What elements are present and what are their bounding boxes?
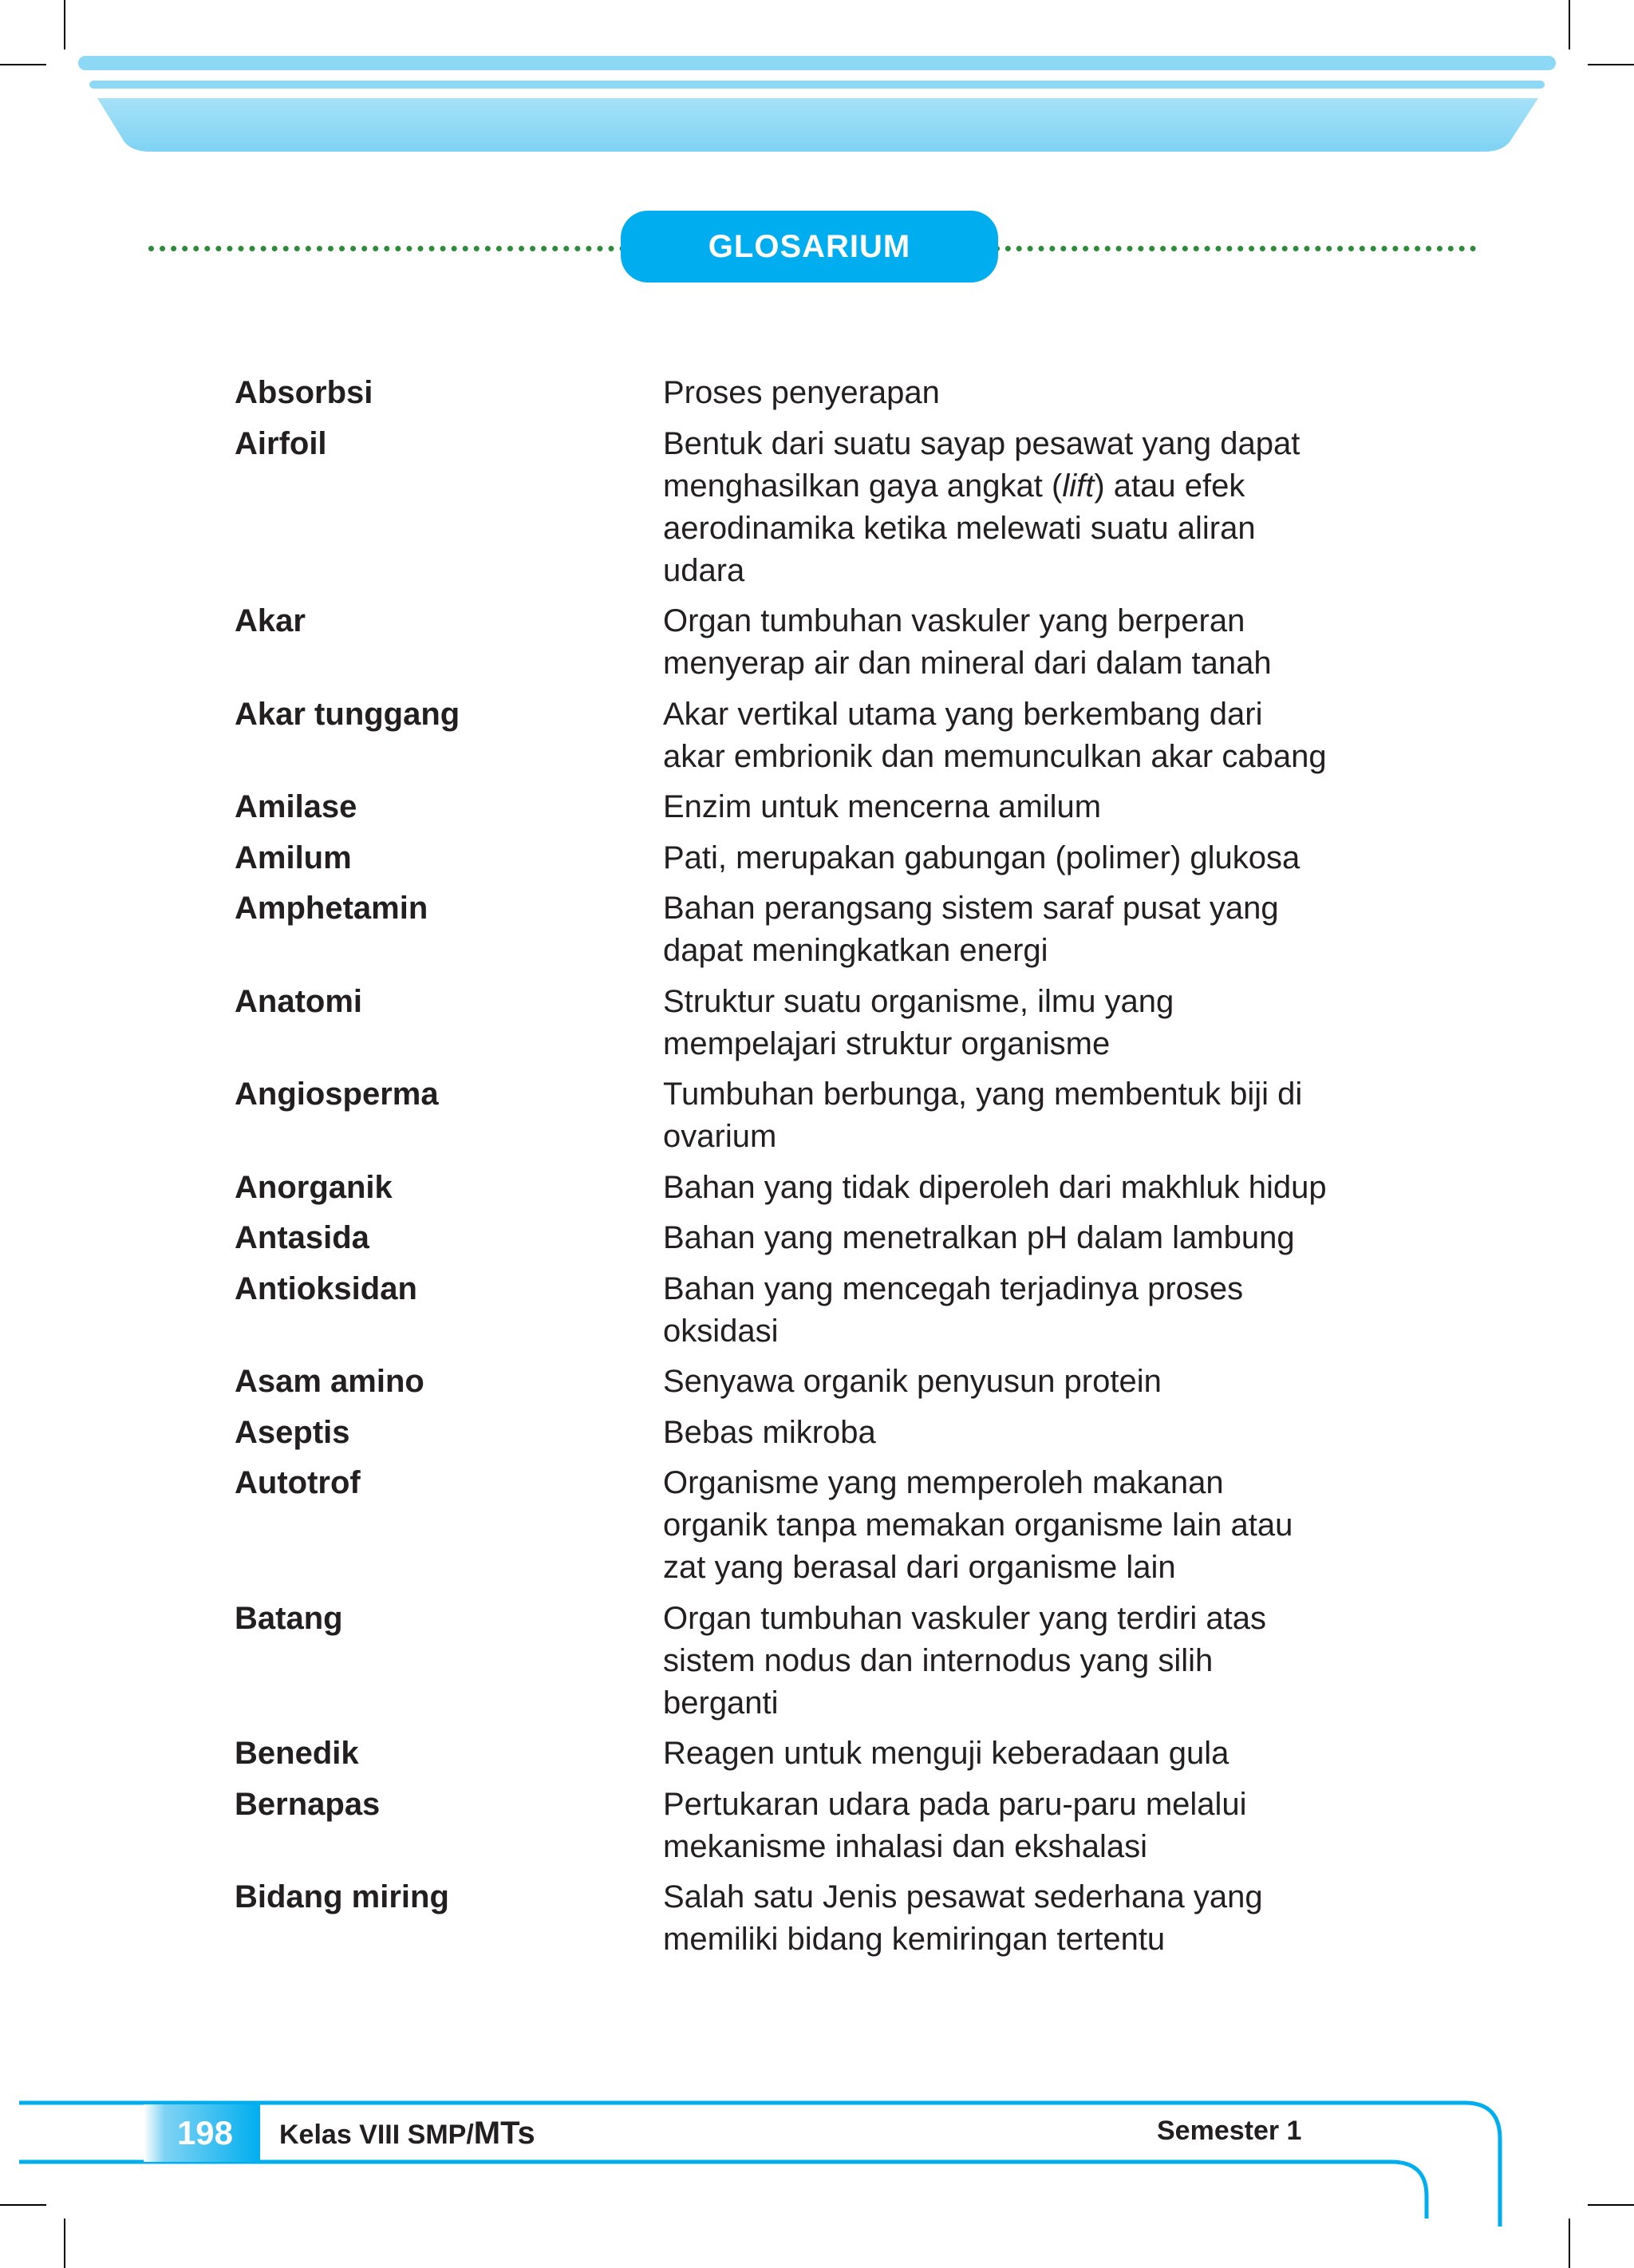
glossary-definition <box>663 372 1399 414</box>
definition-text: Akar vertikal utama yang berkembang dari akar embrionik dan memunculkan akar cabang <box>663 696 1327 774</box>
glossary-definition <box>663 1268 1399 1353</box>
definition-text: Bahan yang tidak diperoleh dari makhluk hidup <box>663 1169 1327 1205</box>
page-title: GLOSARIUM <box>621 211 998 283</box>
definition-text: Organ tumbuhan vaskuler yang berperan menyerap air dan mineral dari dalam tanah <box>663 603 1272 681</box>
glossary-entry <box>235 423 1399 592</box>
glossary-entry <box>235 372 1399 414</box>
glossary-entry <box>235 1073 1399 1158</box>
glossary-term: Bernapas <box>235 1786 381 1822</box>
glossary-term: Autotrof <box>235 1465 361 1500</box>
definition-text: Bahan yang menetralkan pH dalam lambung <box>663 1220 1295 1255</box>
definition-text: Bentuk dari suatu sayap pesawat yang dapat menghasilkan gaya angkat ( <box>663 425 1300 504</box>
definition-text: Bahan perangsang sistem saraf pusat yang dapat meningkatkan energi <box>663 891 1279 968</box>
definition-text: Bahan yang mencegah terjadinya proses oksidasi <box>663 1270 1244 1349</box>
header-band <box>0 0 1634 160</box>
glossary-definition <box>663 1733 1399 1775</box>
footer-semester: Semester 1 <box>1157 2116 1302 2146</box>
glossary-term: Akar <box>235 603 306 638</box>
glossary-entry <box>235 1462 1399 1589</box>
glossary-entry <box>235 1598 1399 1725</box>
glossary-term: Absorbsi <box>235 375 373 410</box>
definition-text: Senyawa organik penyusun protein <box>663 1364 1162 1399</box>
glossary-entry <box>235 1876 1399 1961</box>
glossary-entry <box>235 1784 1399 1868</box>
glossary-entry <box>235 1361 1399 1403</box>
glossary-definition <box>663 423 1399 592</box>
definition-text: Enzim untuk mencerna amilum <box>663 789 1102 824</box>
glossary-term: Amilase <box>235 789 357 824</box>
glossary-definition <box>663 1876 1399 1961</box>
dotted-rule-right <box>994 246 1476 251</box>
glossary-term: Angiosperma <box>235 1077 439 1112</box>
definition-text: Tumbuhan berbunga, yang membentuk biji di ovarium <box>663 1077 1303 1154</box>
glossary-definition <box>663 837 1399 879</box>
glossary-term: Antioksidan <box>235 1270 417 1306</box>
glossary-list <box>235 372 1399 1970</box>
glossary-term: Aseptis <box>235 1414 350 1450</box>
glossary-term: Amilum <box>235 840 352 875</box>
glossary-definition <box>663 1361 1399 1403</box>
glossary-term: Antasida <box>235 1220 369 1255</box>
glossary-term: Anatomi <box>235 983 362 1019</box>
glossary-definition <box>663 693 1399 778</box>
glossary-entry <box>235 1412 1399 1454</box>
glossary-title-row <box>144 209 1484 286</box>
glossary-definition <box>663 600 1399 685</box>
glossary-entry <box>235 1733 1399 1775</box>
dotted-rule-left <box>148 246 626 251</box>
definition-text: Proses penyerapan <box>663 375 940 410</box>
glossary-entry <box>235 1217 1399 1259</box>
glossary-definition <box>663 1217 1399 1259</box>
footer-class-text-mts: MTs <box>473 2116 535 2151</box>
glossary-entry <box>235 1167 1399 1209</box>
glossary-definition <box>663 1598 1399 1725</box>
footer-class-text: Kelas VIII SMP/ <box>279 2120 474 2150</box>
glossary-definition <box>663 1462 1399 1589</box>
footer-class-label <box>279 2116 535 2151</box>
glossary-definition <box>663 786 1399 828</box>
glossary-term: Akar tunggang <box>235 696 460 732</box>
definition-text: ) atau efek aerodinamika ketika melewati suatu aliran udara <box>663 468 1256 588</box>
definition-italic-term: lift <box>1062 468 1095 504</box>
glossary-term: Asam amino <box>235 1364 424 1399</box>
glossary-entry <box>235 887 1399 972</box>
glossary-entry <box>235 837 1399 879</box>
glossary-definition <box>663 887 1399 972</box>
glossary-entry <box>235 600 1399 685</box>
glossary-definition <box>663 1073 1399 1158</box>
glossary-term: Bidang miring <box>235 1879 449 1914</box>
definition-text: Pati, merupakan gabungan (polimer) glukosa <box>663 840 1300 875</box>
definition-text: Reagen untuk menguji keberadaan gula <box>663 1736 1229 1771</box>
glossary-entry <box>235 1268 1399 1353</box>
glossary-term: Batang <box>235 1600 343 1636</box>
definition-text: Organisme yang memperoleh makanan organik tanpa memakan organisme lain atau zat yang berasal dari organisme lain <box>663 1465 1293 1585</box>
definition-text: Pertukaran udara pada paru-paru melalui mekanisme inhalasi dan ekshalasi <box>663 1786 1247 1864</box>
glossary-entry <box>235 786 1399 828</box>
glossary-definition <box>663 981 1399 1065</box>
definition-text: Bebas mikroba <box>663 1414 876 1450</box>
page-number: 198 <box>176 2114 234 2151</box>
glossary-definition <box>663 1167 1399 1209</box>
glossary-definition <box>663 1412 1399 1454</box>
definition-text: Organ tumbuhan vaskuler yang terdiri atas sistem nodus dan internodus yang silih berganti <box>663 1600 1266 1721</box>
definition-text: Salah satu Jenis pesawat sederhana yang memiliki bidang kemiringan tertentu <box>663 1879 1263 1957</box>
glossary-term: Amphetamin <box>235 891 428 926</box>
glossary-definition <box>663 1784 1399 1868</box>
definition-text: Struktur suatu organisme, ilmu yang mempelajari struktur organisme <box>663 983 1174 1061</box>
glossary-term: Anorganik <box>235 1169 393 1205</box>
glossary-term: Benedik <box>235 1736 359 1771</box>
glossary-entry <box>235 693 1399 778</box>
glossary-entry <box>235 981 1399 1065</box>
glossary-term: Airfoil <box>235 425 327 461</box>
